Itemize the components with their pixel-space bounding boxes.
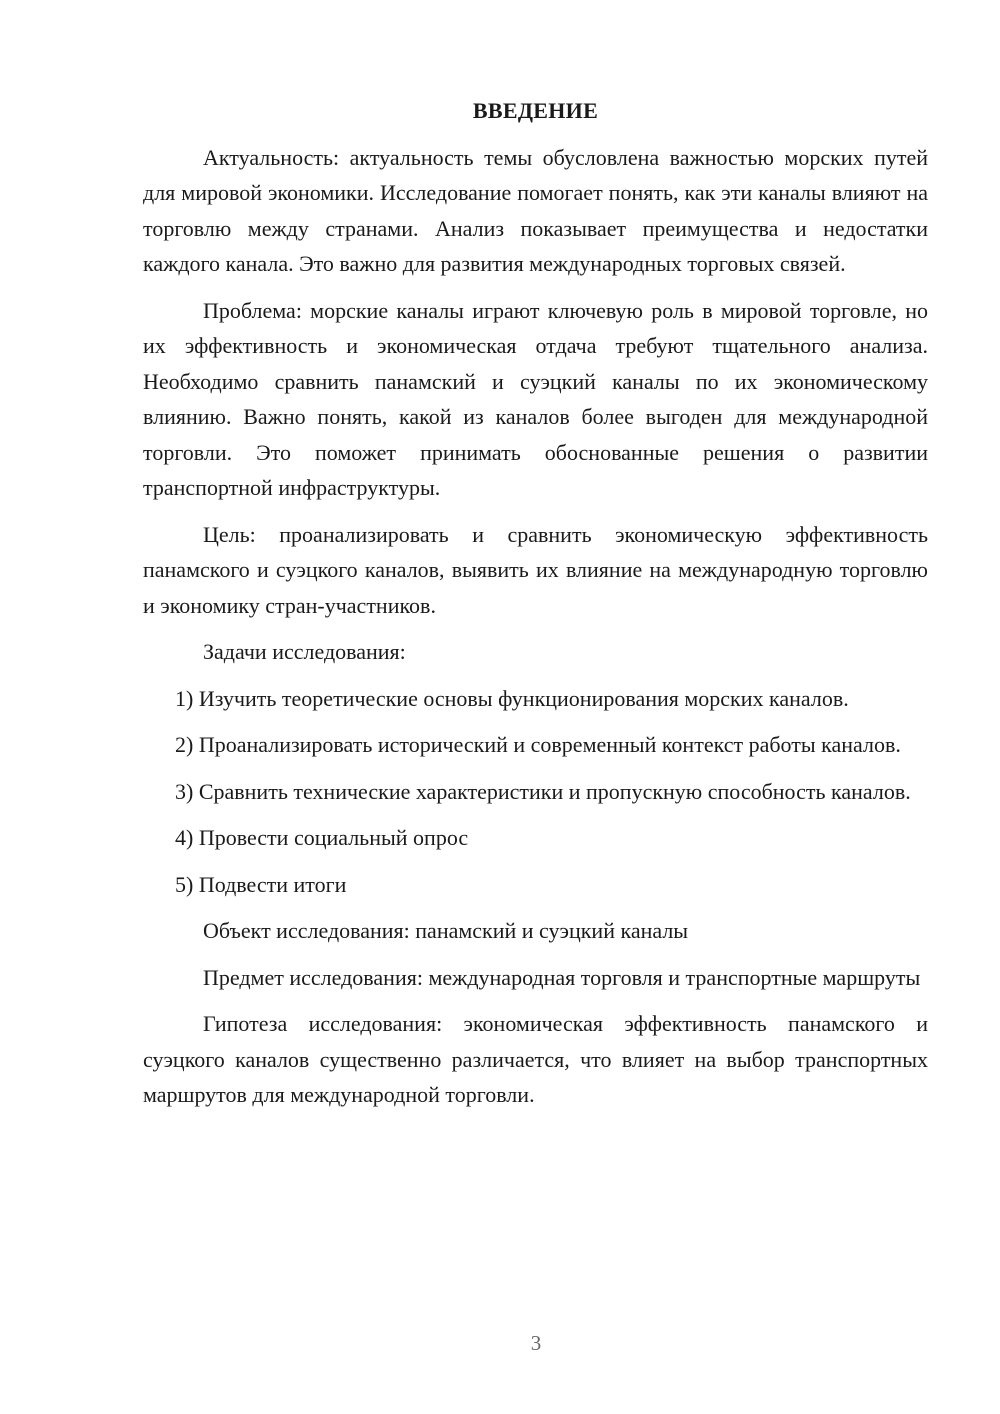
task-item: 1) Изучить теоретические основы функционирования морских каналов. [175, 685, 849, 711]
problem-paragraph: Проблема: морские каналы играют ключевую роль в мировой торговле, но их эффективность и экономическая отдача требуют тщательного анализа. Необходимо сравнить панамский и суэцкий каналы по их экономическому влиянию. Важно понять, какой из каналов более выгоден для международной торговли. Это поможет принимать обоснованные решения о развитии транспортной инфраструктуры. [143, 297, 928, 500]
task-item: 5) Подвести итоги [175, 871, 347, 897]
object-paragraph: Объект исследования: панамский и суэцкий каналы [203, 918, 689, 943]
hypothesis-paragraph: Гипотеза исследования: экономическая эффективность панамского и суэцкого каналов существенно различается, что влияет на выбор транспортных маршрутов для международной торговли. [143, 1011, 928, 1107]
page-content [143, 93, 928, 1124]
section-title: ВВЕДЕНИЕ [472, 98, 599, 123]
tasks-heading: Задачи исследования: [203, 639, 406, 664]
subject-paragraph: Предмет исследования: международная торговля и транспортные маршруты [203, 964, 921, 990]
task-item: 2) Проанализировать исторический и современный контекст работы каналов. [175, 732, 901, 757]
relevance-paragraph: Актуальность: актуальность темы обусловлена важностью морских путей для мировой экономики. Исследование помогает понять, как эти каналы влияют на торговлю между странами. Анализ показывает преимущества и недостатки каждого канала. Это важно для развития международных торговых связей. [143, 144, 928, 276]
page-number: 3 [530, 1331, 542, 1355]
task-item: 4) Провести социальный опрос [175, 825, 469, 850]
goal-paragraph: Цель: проанализировать и сравнить экономическую эффективность панамского и суэцкого каналов, выявить их влияние на международную торговлю и экономику стран-участников. [143, 521, 928, 618]
task-item: 3) Сравнить технические характеристики и пропускную способность каналов. [175, 778, 911, 804]
